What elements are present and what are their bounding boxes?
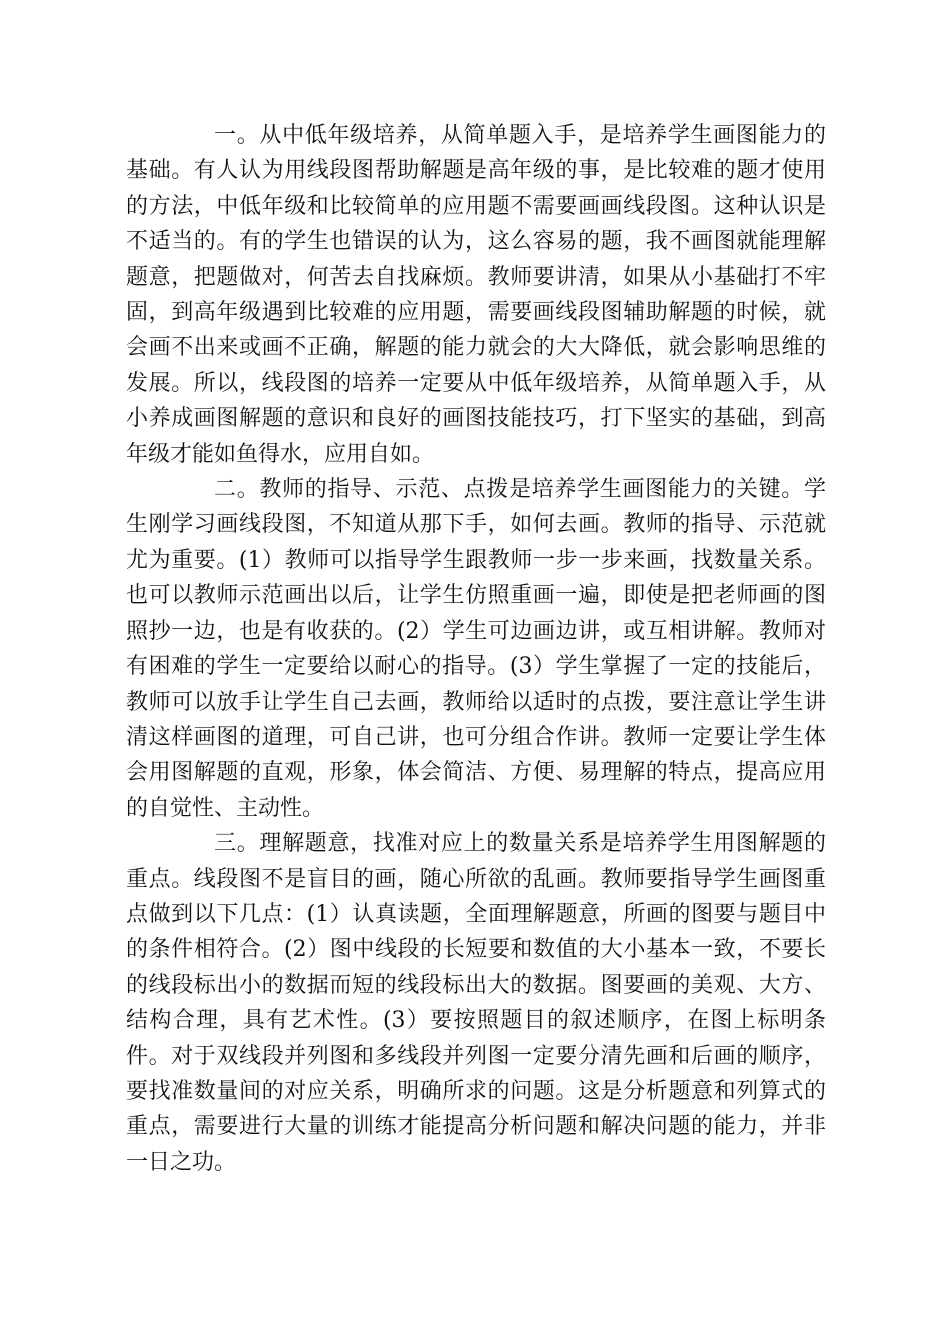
body-text	[126, 118, 826, 1180]
paragraph-3: 三。理解题意，找准对应上的数量关系是培养学生用图解题的重点。线段图不是盲目的画，随心所欲的乱画。教师要指导学生画图重点做到以下几点：(1）认真读题，全面理解题意，所画的图要与题目中的条件相符合。(2）图中线段的长短要和数值的大小基本一致，不要长的线段标出小的数据而短的线段标出大的数据。图要画的美观、大方、结构合理，具有艺术性。(3）要按照题目的叙述顺序，在图上标明条件。对于双线段并列图和多线段并列图一定要分清先画和后画的顺序，要找准数量间的对应关系，明确所求的问题。这是分析题意和列算式的重点，需要进行大量的训练才能提高分析问题和解决问题的能力，并非一日之功。	[126, 831, 826, 1175]
paragraph-2: 二。教师的指导、示范、点拨是培养学生画图能力的关键。学生刚学习画线段图，不知道从那下手，如何去画。教师的指导、示范就尤为重要。(1）教师可以指导学生跟教师一步一步来画，找数量关系。也可以教师示范画出以后，让学生仿照重画一遍，即使是把老师画的图照抄一边，也是有收获的。(2）学生可边画边讲，或互相讲解。教师对有困难的学生一定要给以耐心的指导。(3）学生掌握了一定的技能后，教师可以放手让学生自己去画，教师给以适时的点拨，要注意让学生讲清这样画图的道理，可自己讲，也可分组合作讲。教师一定要让学生体会用图解题的直观，形象，体会简洁、方便、易理解的特点，提高应用的自觉性、主动性。	[126, 477, 826, 821]
paragraph-1: 一。从中低年级培养，从简单题入手，是培养学生画图能力的基础。有人认为用线段图帮助解题是高年级的事，是比较难的题才使用的方法，中低年级和比较简单的应用题不需要画画线段图。这种认识是不适当的。有的学生也错误的认为，这么容易的题，我不画图就能理解题意，把题做对，何苦去自找麻烦。教师要讲清，如果从小基础打不牢固，到高年级遇到比较难的应用题，需要画线段图辅助解题的时候，就会画不出来或画不正确，解题的能力就会的大大降低，就会影响思维的发展。所以，线段图的培养一定要从中低年级培养，从简单题入手，从小养成画图解题的意识和良好的画图技能技巧，打下坚实的基础，到高年级才能如鱼得水，应用自如。	[126, 123, 826, 467]
